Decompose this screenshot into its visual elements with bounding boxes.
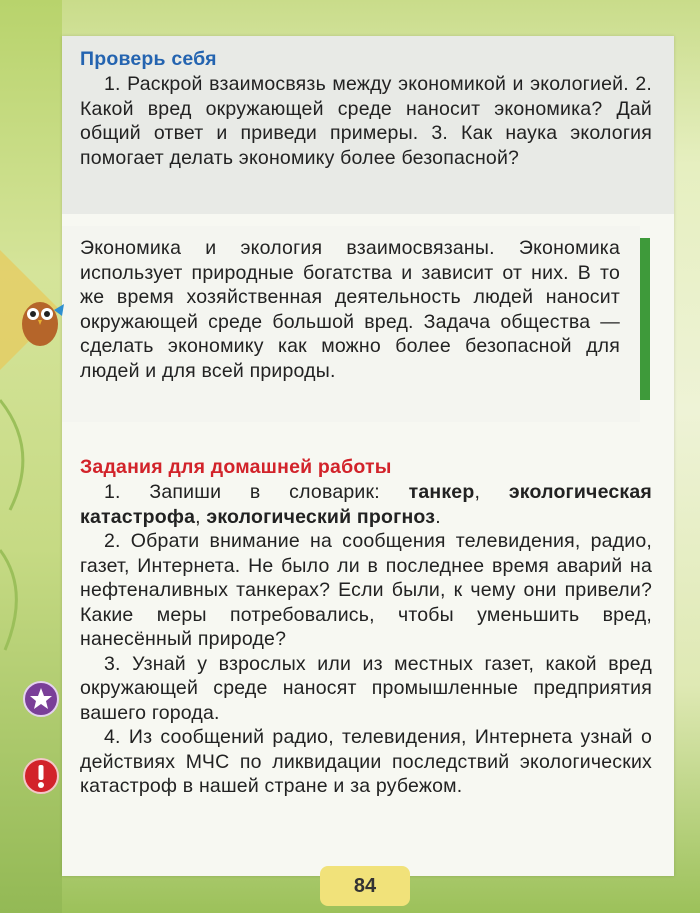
summary-accent-bar xyxy=(640,238,650,400)
page-number: 84 xyxy=(320,866,410,906)
homework-task-2: 2. Обрати внимание на сообщения телевидения, радио, газет, Интернета. Не было ли в последнее время аварий на нефтеналивных танкерах? Если были, к чему они привели? Какие меры потребовались, чтобы уменьшить вред, нанесённый природе? xyxy=(80,530,652,650)
task-1-prefix: 1. Запиши в словарик: xyxy=(104,481,409,503)
review-questions xyxy=(80,72,652,170)
owl-icon xyxy=(16,290,66,350)
term-tanker: танкер xyxy=(408,481,475,503)
homework-task-3: 3. Узнай у взрослых или из местных газет, какой вред окружающей среде наносят промышленные предприятия вашего города. xyxy=(80,652,652,724)
homework-heading: Задания для домашней работы xyxy=(80,456,392,478)
review-text: 1. Раскрой взаимосвязь между экономикой и экологией. 2. Какой вред окружающей среде наносит экономика? Дай общий ответ и приведи примеры. 3. Как наука экология помогает делать экономику более безопасной? xyxy=(80,73,652,169)
task-1-end: . xyxy=(435,505,441,528)
term-separator-2: , xyxy=(195,505,207,528)
homework-task-4: 4. Из сообщений радио, телевидения, Интернета узнай о действиях МЧС по ликвидации последствий экологических катастроф в нашей стране и за рубежом. xyxy=(80,726,652,797)
homework-tasks xyxy=(80,480,652,799)
term-forecast: экологический прогноз xyxy=(206,505,436,528)
term-catastrophe: экологическая катастрофа xyxy=(80,481,652,528)
term-separator-1: , xyxy=(474,481,509,503)
exclamation-icon xyxy=(22,757,60,795)
summary-block xyxy=(80,236,620,383)
summary-text: Экономика и экология взаимосвязаны. Экономика использует природные богатства и зависит от них. В то же время хозяйственная деятельность людей наносит окружающей среде большой вред. Задача общества — сделать экономику как можно более безопасной для людей и для всей природы. xyxy=(80,237,620,382)
review-heading: Проверь себя xyxy=(80,48,217,70)
star-icon xyxy=(22,680,60,718)
homework-task-1 xyxy=(80,480,652,529)
